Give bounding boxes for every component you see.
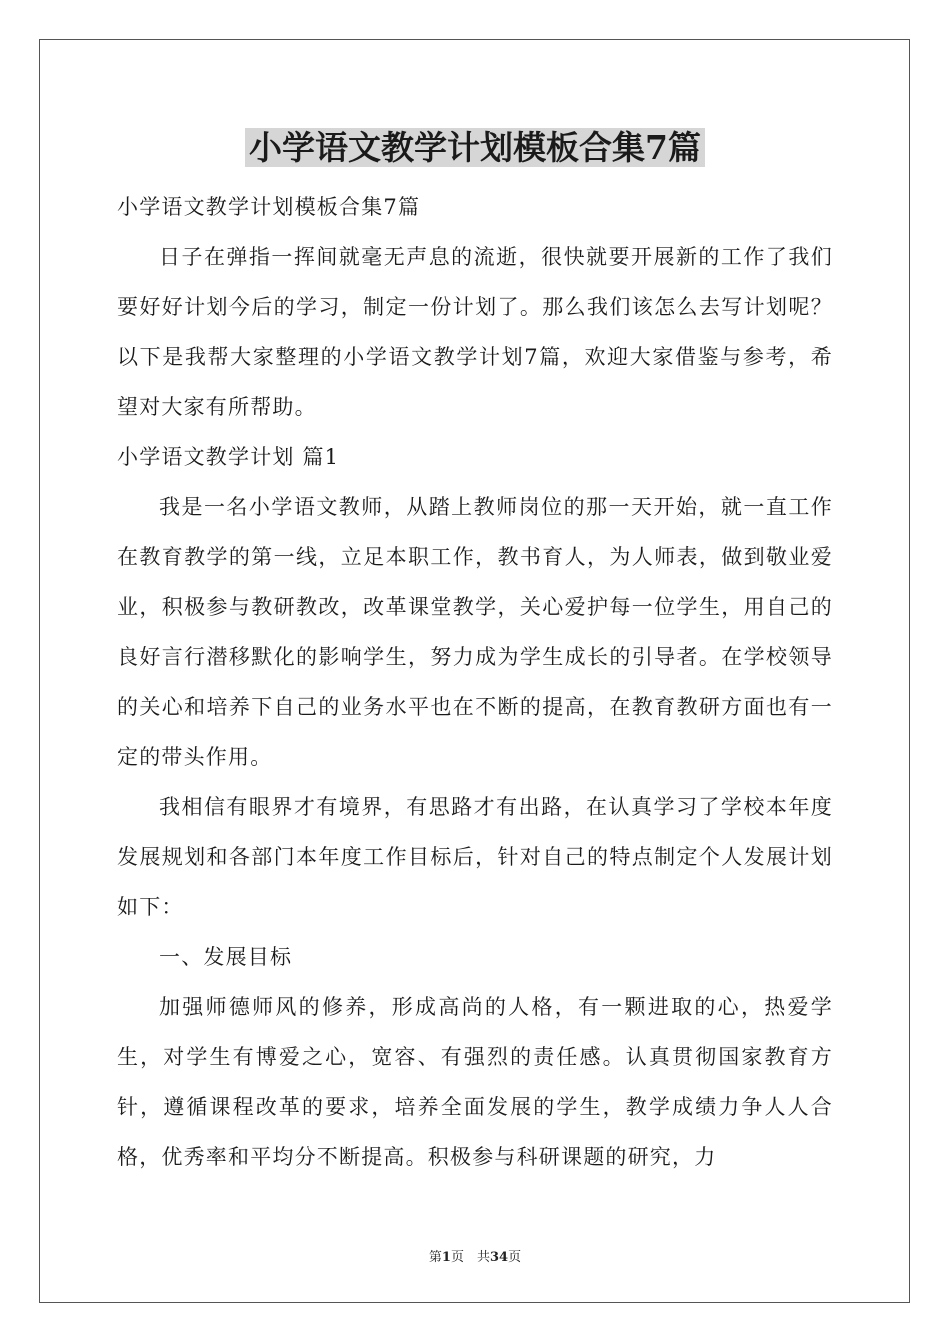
paragraph: 我相信有眼界才有境界，有思路才有出路，在认真学习了学校本年度发展规划和各部门本年度工作目标后，针对自己的特点制定个人发展计划如下： <box>117 795 833 919</box>
page-footer <box>0 1246 950 1265</box>
footer-page-mid: 页 共 <box>450 1250 490 1265</box>
paragraph: 小学语文教学计划 篇1 <box>117 445 340 469</box>
paragraph: 我是一名小学语文教师，从踏上教师岗位的那一天开始，就一直工作在教育教学的第一线，立足本职工作，教书育人，为人师表，做到敬业爱业，积极参与教研教改，改革课堂教学，关心爱护每一位学生，用自己的良好言行潜移默化的影响学生，努力成为学生成长的引导者。在学校领导的关心和培养下自己的业务水平也在不断的提高，在教育教研方面也有一定的带头作用。 <box>117 495 833 769</box>
footer-total-pages: 34 <box>489 1250 509 1265</box>
document-title <box>117 122 833 174</box>
footer-current-page: 1 <box>441 1250 451 1265</box>
footer-page-suffix: 页 <box>508 1250 522 1265</box>
paragraph: 加强师德师风的修养，形成高尚的人格，有一颗进取的心，热爱学生，对学生有博爱之心，宽容、有强烈的责任感。认真贯彻国家教育方针，遵循课程改革的要求，培养全面发展的学生，教学成绩力争人人合格，优秀率和平均分不断提高。积极参与科研课题的研究，力 <box>117 995 833 1169</box>
paragraph: 一、发展目标 <box>159 945 293 969</box>
document-body <box>117 122 833 1182</box>
footer-page-prefix: 第 <box>428 1250 442 1265</box>
paragraph: 日子在弹指一挥间就毫无声息的流逝，很快就要开展新的工作了我们要好好计划今后的学习，制定一份计划了。那么我们该怎么去写计划呢？以下是我帮大家整理的小学语文教学计划7篇，欢迎大家借鉴与参考，希望对大家有所帮助。 <box>117 245 833 419</box>
document-title-text: 小学语文教学计划模板合集7篇 <box>245 128 705 167</box>
paragraph: 小学语文教学计划模板合集7篇 <box>117 195 421 219</box>
paragraph-list <box>117 182 833 1182</box>
